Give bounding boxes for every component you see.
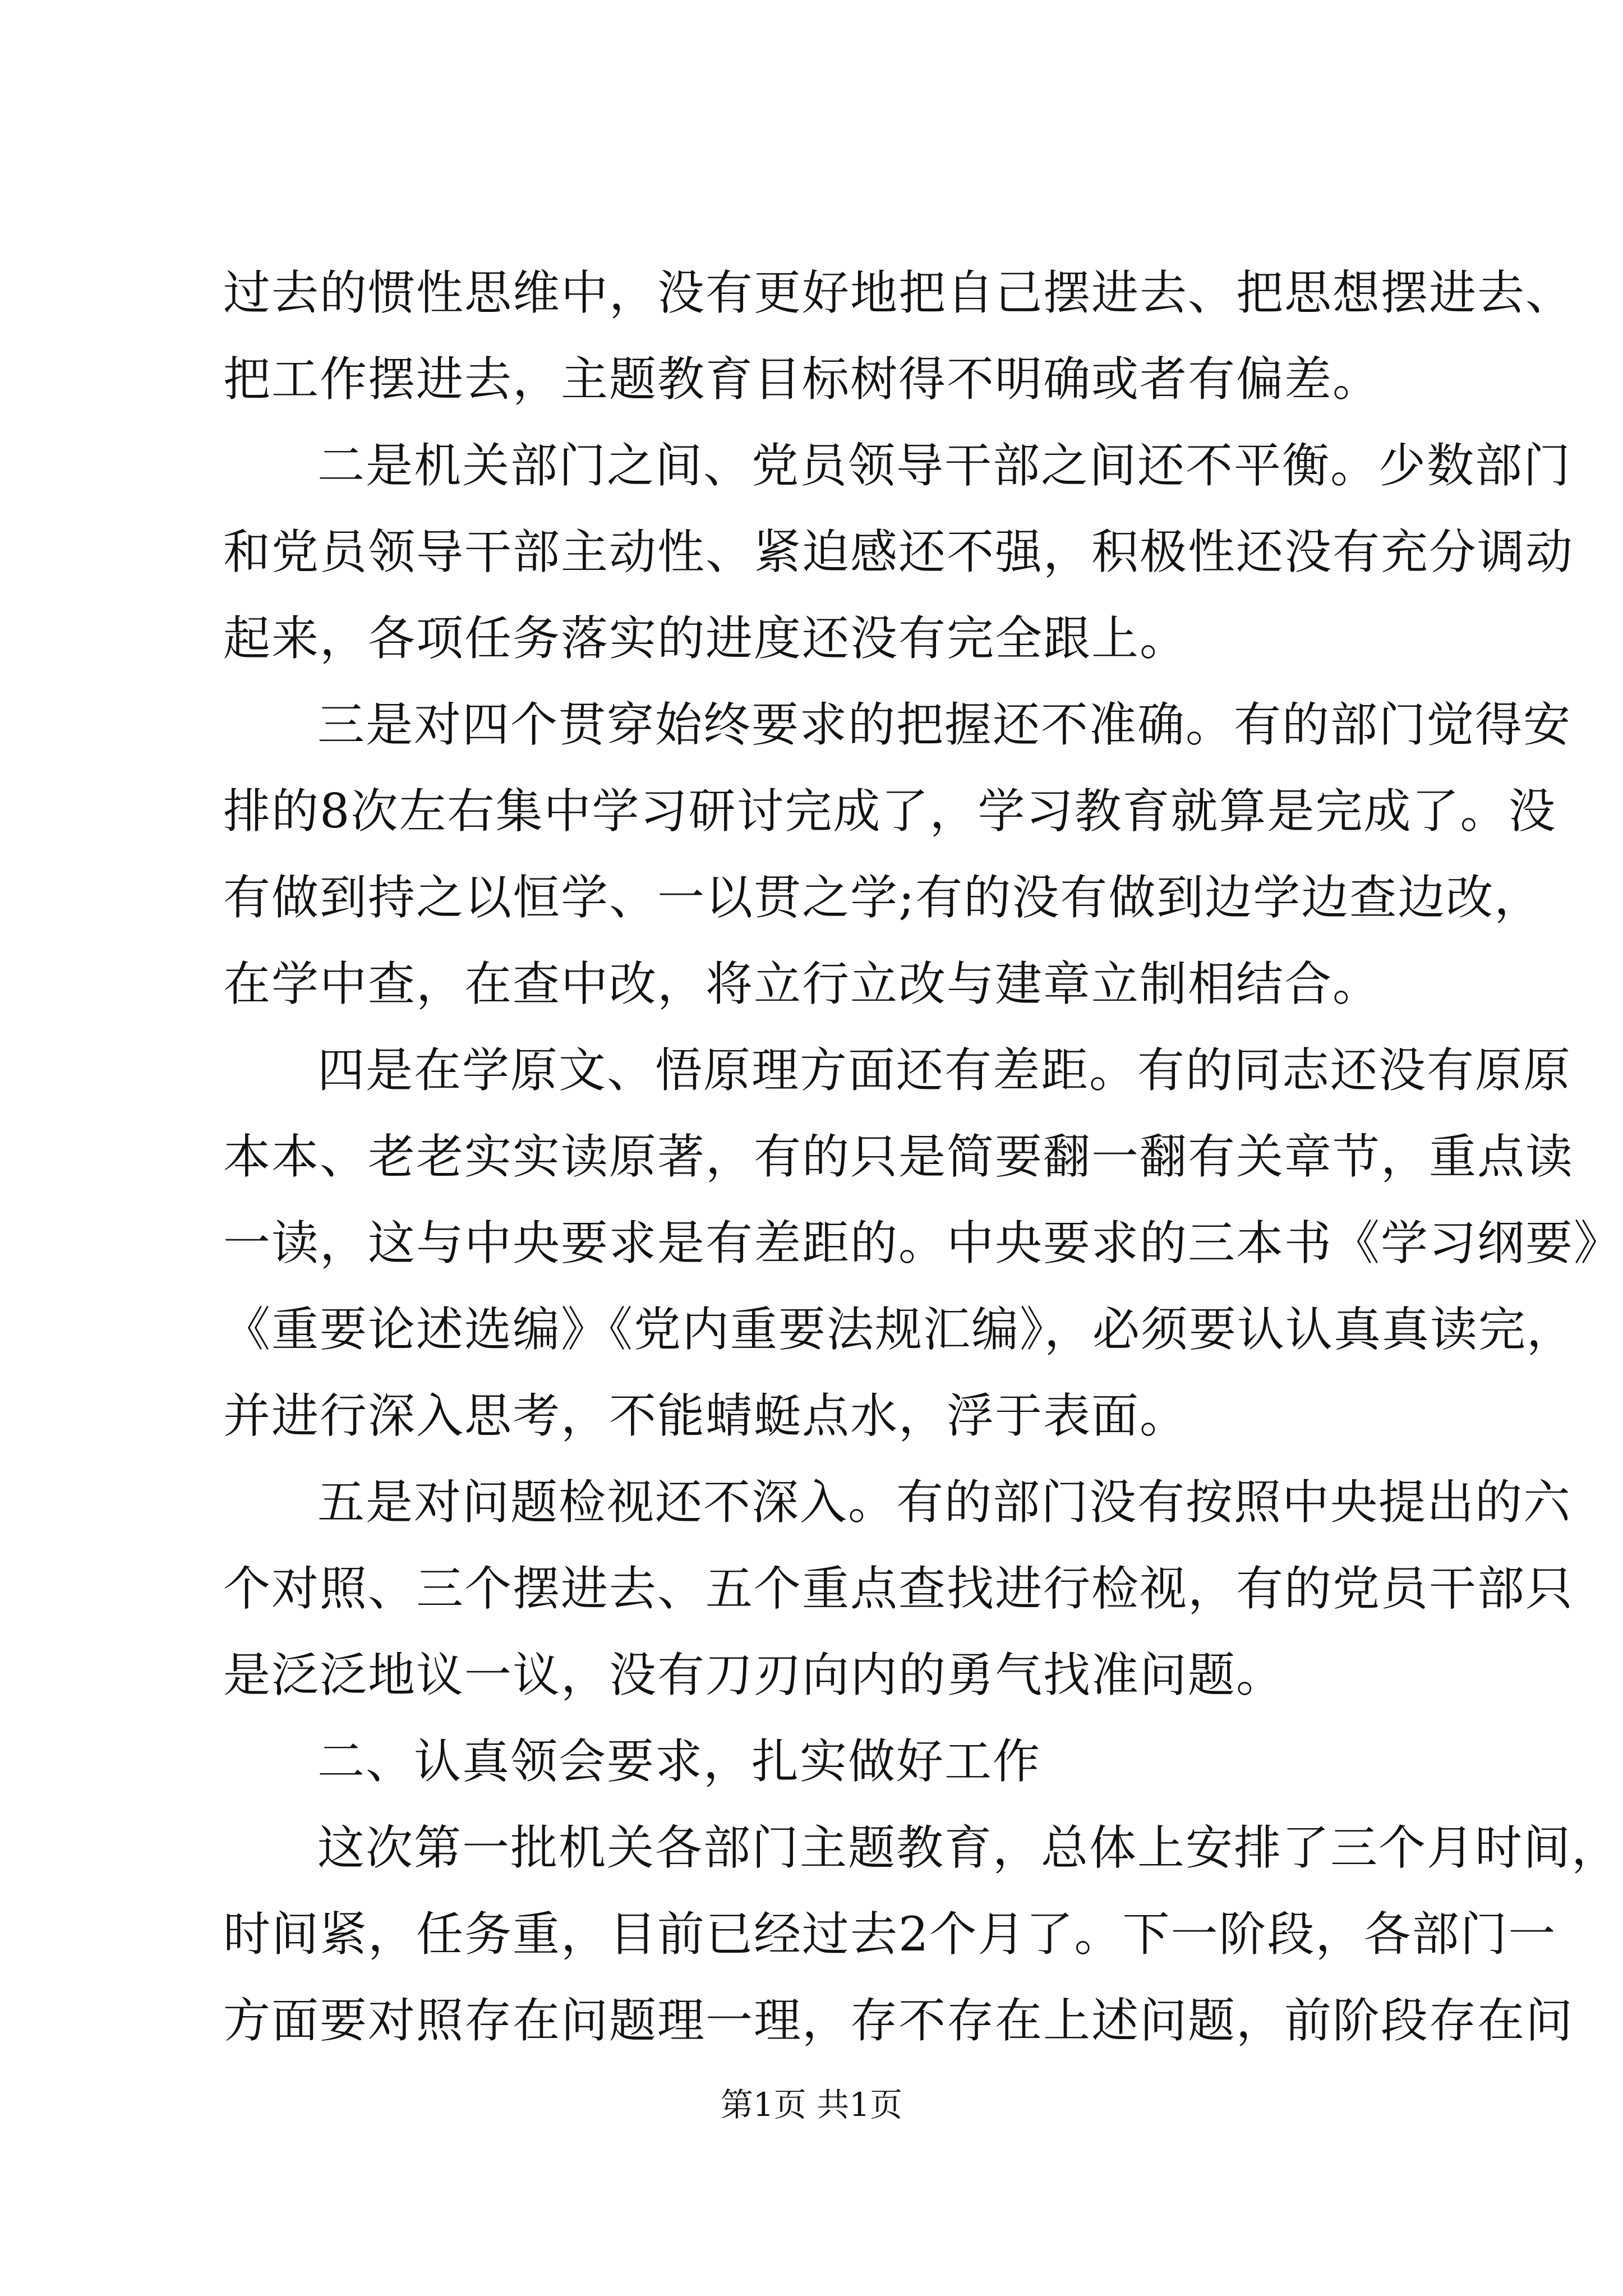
text-line: 时间紧，任务重，目前已经过去2个月了。下一阶段，各部门一 — [223, 1907, 1557, 1962]
document-body — [223, 250, 1622, 2064]
paragraph-start-line: 三是对四个贯穿始终要求的把握还不准确。有的部门觉得安 — [317, 697, 1572, 752]
text-line: 并进行深入思考，不能蜻蜓点水，浮于表面。 — [223, 1388, 1188, 1443]
text-line: 本本、老老实实读原著，有的只是简要翻一翻有关章节，重点读 — [223, 1129, 1574, 1184]
text-line: 过去的惯性思维中，没有更好地把自己摆进去、把思想摆进去、 — [223, 265, 1574, 320]
text-line: 个对照、三个摆进去、五个重点查找进行检视，有的党员干部只 — [223, 1561, 1574, 1616]
text-line: 有做到持之以恒学、一以贯之学;有的没有做到边学边查边改， — [223, 870, 1543, 925]
text-line: 在学中查，在查中改，将立行立改与建章立制相结合。 — [223, 956, 1381, 1011]
paragraph-start-line: 四是在学原文、悟原理方面还有差距。有的同志还没有原原 — [317, 1043, 1572, 1098]
text-line: 排的8次左右集中学习研讨完成了，学习教育就算是完成了。没 — [223, 784, 1557, 839]
text-line: 《重要论述选编》《党内重要法规汇编》，必须要认认真真读完， — [223, 1302, 1575, 1357]
text-line: 是泛泛地议一议，没有刀刃向内的勇气找准问题。 — [223, 1648, 1285, 1703]
section-heading: 二、认真领会要求，扎实做好工作 — [317, 1734, 1041, 1789]
paragraph-start-line: 这次第一批机关各部门主题教育，总体上安排了三个月时间， — [317, 1820, 1620, 1875]
text-line: 把工作摆进去，主题教育目标树得不明确或者有偏差。 — [223, 352, 1381, 407]
paragraph-start-line: 二是机关部门之间、党员领导干部之间还不平衡。少数部门 — [317, 438, 1572, 493]
text-line: 一读，这与中央要求是有差距的。中央要求的三本书《学习纲要》 — [223, 1216, 1622, 1271]
text-line: 和党员领导干部主动性、紧迫感还不强，积极性还没有充分调动 — [223, 524, 1574, 579]
text-line: 起来，各项任务落实的进度还没有完全跟上。 — [223, 611, 1188, 666]
paragraph-start-line: 五是对问题检视还不深入。有的部门没有按照中央提出的六 — [317, 1475, 1572, 1530]
text-line: 方面要对照存在问题理一理，存不存在上述问题，前阶段存在问 — [223, 1993, 1574, 2048]
page-number-footer: 第1页 共1页 — [720, 2086, 903, 2124]
